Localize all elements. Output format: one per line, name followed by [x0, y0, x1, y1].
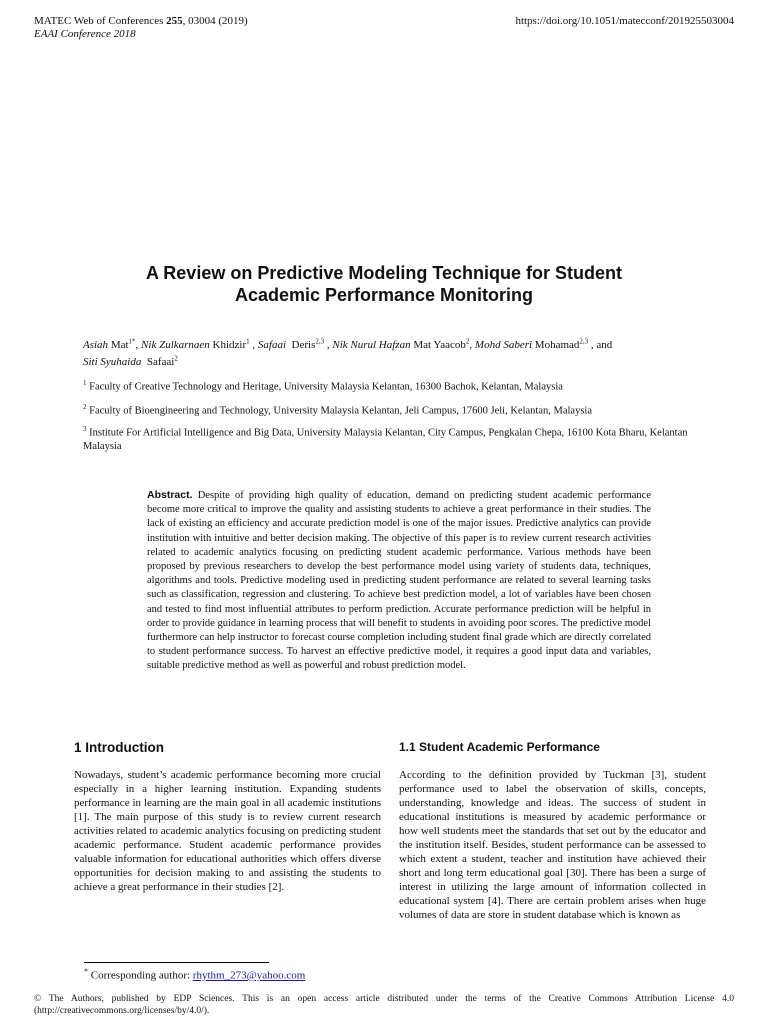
paper-title — [60, 262, 708, 306]
affiliation-2: $^2$ Faculty of Bioengineering and Technology, University Malaysia Kelantan, Jeli Campus, 17600 Jeli, Kelantan, Malaysia — [83, 403, 592, 417]
abstract-label: Abstract. — [147, 489, 193, 501]
footnote-mark: * — [84, 967, 88, 976]
author: Siti Syuhaida Safaai$^2$ — [83, 354, 178, 368]
student-performance-paragraph: According to the definition provided by Tuckman [3], student performance used to label the observation of skills, concepts, understanding, knowledge and ideas. The success of student in educational institutions is measured by academic performance or how well students meet the standards that set out by the educator and the institution itself. Besides, student performance can be assessed to which extent a student, teacher and institution have achieved their short and long term educational goal [30]. There has been a surge of interest in utilizing the large amount of information collected in educational system [4]. There are certain problem arises when huge volumes of data are store in student database which is known as — [399, 769, 706, 922]
abstract — [147, 488, 651, 674]
author: Mohd Saberi Mohamad$^{2,3}$ — [474, 337, 589, 351]
journal-prefix: MATEC Web of Conferences — [34, 15, 167, 27]
footnote-rule — [84, 962, 269, 963]
affiliation-1: $^1$ Faculty of Creative Technology and Heritage, University Malaysia Kelantan, 16300 Bachok, Kelantan, Malaysia — [83, 379, 563, 393]
footnote-label: Corresponding author: — [90, 969, 193, 982]
introduction-paragraph: Nowadays, student’s academic performance becoming more crucial especially in a higher learning institution. Expanding students performance in learning are the main goal in all academic institutions [1]. The main purpose of this study is to review current research activities related to academic analytics focusing on predicting student academic performance. Student academic performance provides valuable information for educational authorities which offers diverse opportunities for decision making to and assisting the students to achieve a great performance in their studies [2]. — [74, 769, 381, 894]
abstract-text: Despite of providing high quality of education, demand on predicting student academic performance become more critical to improve the quality and assisting students to achieve a great performance in their studies. The lack of existing an efficiency and accurate prediction model is one of the major issues. Predictive analytics can provide institution with intuitive and better decision making. The objective of this paper is to review current research activities related to academic analytics focusing on predicting student academic performance. Various methods have been proposed by previous researchers to develop the best performance model using variety of students data, techniques, algorithms and tools. Predictive modeling used in predicting student performance are related to several learning tasks such as classification, regression and clustering. To achieve best prediction model, a lot of variables have been chosen and tested to find most influential attributes to perform prediction. Accurate performance prediction will be helpful in order to provide guidance in learning process that will benefit to students in avoiding poor scores. The predictive model furthermore can help instructor to forecast course completion including student final grade which are directly correlated to student performance success. To harvest an effective predictive model, it requires a good input data and variables, suitable predictive method as well as powerful and robust prediction model. — [147, 490, 652, 672]
author: Safaai Deris$^{2,3}$ — [257, 337, 325, 351]
author-list-and: and — [596, 339, 613, 351]
doi-link[interactable]: https://doi.org/10.1051/matecconf/201925503004 — [515, 15, 734, 27]
title-line-2: Academic Performance Monitoring — [234, 285, 534, 305]
journal-header — [34, 15, 248, 28]
title-line-1: A Review on Predictive Modeling Technique for Student — [145, 263, 623, 283]
affiliation-3: $^3$ Institute For Artificial Intelligence and Big Data, University Malaysia Kelantan, City Campus, Pengkalan Chepa, 16100 Kota Bharu, Kelantan Malaysia — [83, 425, 688, 452]
article-ref: , 03004 (2019) — [182, 15, 248, 27]
author-list: Asiah Mat$^{1*}$, Nik Zulkarnaen Khidzir$^1$ , Safaai Deris$^{2,3}$ , Nik Nurul Hafzan Mat Yaacob$^2$, Mohd Saberi Mohamad$^{2,3}$ , and Siti Syuhaida Safaai$^2$ — [83, 337, 613, 368]
corresponding-email-link[interactable]: rhythm_273@yahoo.com — [192, 969, 306, 982]
section-heading-introduction: 1 Introduction — [74, 740, 164, 755]
footnote — [84, 965, 305, 983]
subsection-heading-student-performance: 1.1 Student Academic Performance — [399, 740, 600, 754]
author: Nik Nurul Hafzan Mat Yaacob$^2$ — [332, 337, 470, 351]
author: Nik Zulkarnaen Khidzir$^1$ — [141, 337, 250, 351]
author: Asiah Mat$^{1*}$ — [83, 337, 136, 351]
conference-name: EAAI Conference 2018 — [34, 28, 136, 40]
journal-volume: 255 — [166, 15, 183, 27]
license-notice: © The Authors, published by EDP Sciences. This is an open access article distributed under the terms of the Creative Commons Attribution License 4.0 (http://creativecommons.org/licenses/by/4.0/). — [34, 994, 734, 1016]
